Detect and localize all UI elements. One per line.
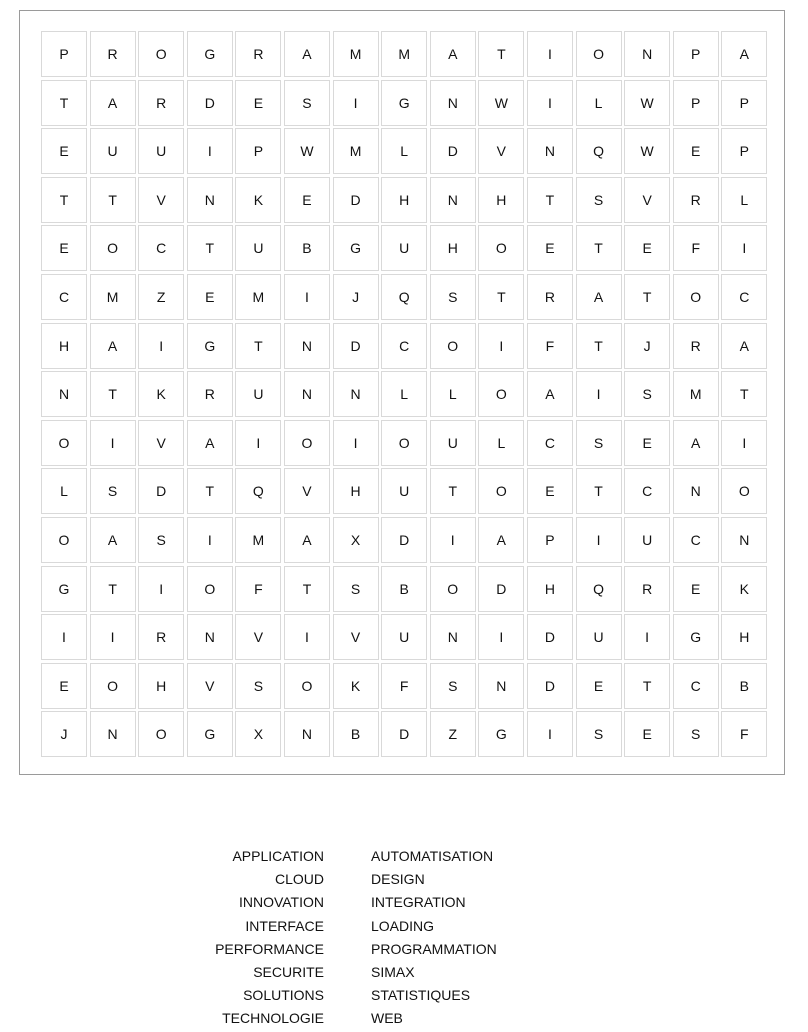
grid-cell[interactable]: U (576, 614, 622, 660)
grid-cell[interactable]: J (41, 711, 87, 757)
grid-cell[interactable]: V (284, 468, 330, 514)
grid-cell[interactable]: A (576, 274, 622, 320)
word-list-left-column (215, 845, 324, 1031)
grid-cell[interactable]: O (381, 420, 427, 466)
word-list-item: APPLICATION (232, 848, 324, 864)
grid-cell[interactable]: A (187, 420, 233, 466)
word-list-item: INNOVATION (238, 894, 324, 911)
grid-cell[interactable]: O (187, 566, 233, 612)
grid-cell[interactable]: A (90, 323, 136, 369)
grid-cell[interactable]: N (673, 468, 719, 514)
grid-cell[interactable]: A (90, 80, 136, 126)
grid-cell[interactable]: N (41, 371, 87, 417)
grid-cell[interactable]: D (333, 177, 379, 223)
word-list-item: SIMAX (371, 963, 415, 980)
grid-cell[interactable]: I (527, 31, 573, 77)
grid-cell[interactable]: R (673, 177, 719, 223)
word-list-item: CLOUD (274, 871, 324, 888)
grid-cell[interactable]: T (41, 80, 87, 126)
grid-cell[interactable]: G (381, 80, 427, 126)
grid-cell[interactable]: P (41, 31, 87, 77)
grid-cell[interactable]: V (624, 177, 670, 223)
grid-cell[interactable]: K (138, 371, 184, 417)
grid-cell[interactable]: L (41, 468, 87, 514)
grid-cell[interactable]: U (381, 468, 427, 514)
word-list-item: INTERFACE (245, 917, 324, 934)
grid-cell[interactable]: K (235, 177, 281, 223)
grid-cell[interactable]: N (430, 614, 476, 660)
grid-cell[interactable]: M (333, 128, 379, 174)
grid-cell[interactable]: C (624, 468, 670, 514)
grid-cell[interactable]: E (624, 420, 670, 466)
grid-cell[interactable]: P (721, 80, 767, 126)
grid-cell[interactable]: W (624, 128, 670, 174)
grid-cell[interactable]: T (576, 323, 622, 369)
grid-cell[interactable]: I (478, 614, 524, 660)
grid-cell[interactable]: K (721, 566, 767, 612)
grid-cell[interactable]: F (721, 711, 767, 757)
grid-cell[interactable]: N (90, 711, 136, 757)
grid-cell[interactable]: D (187, 80, 233, 126)
grid-cell[interactable]: U (430, 420, 476, 466)
grid-cell[interactable]: Z (138, 274, 184, 320)
grid-cell[interactable]: T (721, 371, 767, 417)
grid-cell[interactable]: N (333, 371, 379, 417)
word-list-item: DESIGN (371, 871, 425, 888)
puzzle-frame (19, 10, 785, 775)
grid-cell[interactable]: L (576, 80, 622, 126)
grid-cell[interactable]: E (235, 80, 281, 126)
grid-cell[interactable]: R (187, 371, 233, 417)
grid-cell[interactable]: N (284, 323, 330, 369)
grid-cell[interactable]: N (187, 177, 233, 223)
grid-cell[interactable]: P (673, 80, 719, 126)
grid-cell[interactable]: M (235, 517, 281, 563)
grid-cell[interactable]: E (41, 128, 87, 174)
grid-cell[interactable]: R (527, 274, 573, 320)
grid-cell[interactable]: L (381, 128, 427, 174)
grid-cell[interactable]: H (333, 468, 379, 514)
grid-cell[interactable]: H (138, 663, 184, 709)
grid-cell[interactable]: Q (576, 566, 622, 612)
grid-cell[interactable]: R (235, 31, 281, 77)
grid-cell[interactable]: E (41, 225, 87, 271)
grid-cell[interactable]: F (527, 323, 573, 369)
grid-cell[interactable]: A (721, 323, 767, 369)
grid-cell[interactable]: H (430, 225, 476, 271)
grid-cell[interactable]: D (381, 711, 427, 757)
grid-cell[interactable]: L (478, 420, 524, 466)
grid-cell[interactable]: O (576, 31, 622, 77)
grid-cell[interactable]: O (284, 663, 330, 709)
grid-cell[interactable]: M (673, 371, 719, 417)
grid-cell[interactable]: M (90, 274, 136, 320)
grid-cell[interactable]: F (381, 663, 427, 709)
grid-cell[interactable]: G (187, 323, 233, 369)
grid-cell[interactable]: E (673, 128, 719, 174)
grid-cell[interactable]: O (478, 225, 524, 271)
grid-cell[interactable]: R (90, 31, 136, 77)
grid-cell[interactable]: N (624, 31, 670, 77)
grid-cell[interactable]: T (430, 468, 476, 514)
grid-cell[interactable]: T (478, 31, 524, 77)
word-list-right-column (371, 845, 497, 1031)
grid-cell[interactable]: N (284, 371, 330, 417)
grid-cell[interactable]: T (41, 177, 87, 223)
grid-cell[interactable]: N (284, 711, 330, 757)
grid-cell[interactable]: Q (235, 468, 281, 514)
grid-cell[interactable]: A (430, 31, 476, 77)
grid-cell[interactable]: O (284, 420, 330, 466)
grid-cell[interactable]: T (90, 177, 136, 223)
grid-cell[interactable]: C (527, 420, 573, 466)
grid-cell[interactable]: I (333, 420, 379, 466)
grid-cell[interactable]: W (478, 80, 524, 126)
grid-cell[interactable]: A (284, 517, 330, 563)
grid-cell[interactable]: M (235, 274, 281, 320)
grid-cell[interactable]: P (673, 31, 719, 77)
grid-cell[interactable]: V (138, 420, 184, 466)
grid-cell[interactable]: J (333, 274, 379, 320)
grid-cell[interactable]: E (527, 468, 573, 514)
grid-cell[interactable]: O (41, 420, 87, 466)
grid-cell[interactable]: O (41, 517, 87, 563)
grid-cell[interactable]: S (90, 468, 136, 514)
grid-cell[interactable]: I (430, 517, 476, 563)
grid-cell[interactable]: S (576, 177, 622, 223)
grid-cell[interactable]: T (624, 274, 670, 320)
grid-cell[interactable]: E (576, 663, 622, 709)
grid-cell[interactable]: I (333, 80, 379, 126)
grid-cell[interactable]: T (187, 468, 233, 514)
grid-cell[interactable]: D (430, 128, 476, 174)
grid-cell[interactable]: K (333, 663, 379, 709)
grid-cell[interactable]: L (430, 371, 476, 417)
grid-cell[interactable]: D (333, 323, 379, 369)
word-list-item: TECHNOLOGIE (222, 1010, 324, 1027)
grid-cell[interactable]: R (138, 80, 184, 126)
grid-cell[interactable]: I (235, 420, 281, 466)
grid-cell[interactable]: D (478, 566, 524, 612)
grid-cell[interactable]: T (235, 323, 281, 369)
grid-cell[interactable]: H (381, 177, 427, 223)
grid-cell[interactable]: S (138, 517, 184, 563)
grid-cell[interactable]: Q (381, 274, 427, 320)
grid-cell[interactable]: S (576, 711, 622, 757)
grid-cell[interactable]: O (90, 225, 136, 271)
grid-cell[interactable]: S (673, 711, 719, 757)
word-list-item: LOADING (371, 917, 435, 934)
grid-cell[interactable]: G (187, 31, 233, 77)
grid-cell[interactable]: I (624, 614, 670, 660)
grid-cell[interactable]: C (381, 323, 427, 369)
grid-cell[interactable]: E (41, 663, 87, 709)
grid-cell[interactable]: S (284, 80, 330, 126)
grid-cell[interactable]: S (333, 566, 379, 612)
grid-cell[interactable]: X (235, 711, 281, 757)
grid-cell[interactable]: P (235, 128, 281, 174)
grid-cell[interactable]: U (235, 225, 281, 271)
grid-cell[interactable]: E (624, 225, 670, 271)
grid-cell[interactable]: V (333, 614, 379, 660)
grid-cell[interactable]: C (41, 274, 87, 320)
grid-cell[interactable]: I (478, 323, 524, 369)
grid-cell[interactable]: G (41, 566, 87, 612)
grid-cell[interactable]: J (624, 323, 670, 369)
grid-cell[interactable]: P (527, 517, 573, 563)
grid-cell[interactable]: A (284, 31, 330, 77)
grid-cell[interactable]: U (381, 225, 427, 271)
grid-cell[interactable]: V (187, 663, 233, 709)
grid-cell[interactable]: I (721, 420, 767, 466)
word-list-item: SECURITE (253, 963, 324, 980)
grid-cell[interactable]: S (430, 274, 476, 320)
grid-cell[interactable]: O (478, 468, 524, 514)
grid-cell[interactable]: I (187, 517, 233, 563)
grid-cell[interactable]: G (673, 614, 719, 660)
grid-cell[interactable]: C (138, 225, 184, 271)
grid-cell[interactable]: I (90, 614, 136, 660)
grid-cell[interactable]: V (138, 177, 184, 223)
word-list-item: STATISTIQUES (371, 987, 471, 1004)
grid-cell[interactable]: B (284, 225, 330, 271)
grid-cell[interactable]: R (673, 323, 719, 369)
word-list-item: INTEGRATION (371, 894, 466, 911)
grid-cell[interactable]: I (138, 323, 184, 369)
grid-cell[interactable]: D (381, 517, 427, 563)
grid-cell[interactable]: H (41, 323, 87, 369)
grid-cell[interactable]: I (187, 128, 233, 174)
grid-cell[interactable]: P (721, 128, 767, 174)
word-list-item: AUTOMATISATION (371, 848, 494, 864)
grid-cell[interactable]: W (624, 80, 670, 126)
grid-cell[interactable]: I (138, 566, 184, 612)
grid-cell[interactable]: T (284, 566, 330, 612)
grid-cell[interactable]: T (576, 468, 622, 514)
grid-cell[interactable]: N (430, 177, 476, 223)
grid-cell[interactable]: M (333, 31, 379, 77)
grid-cell[interactable]: C (673, 663, 719, 709)
grid-cell[interactable]: D (527, 663, 573, 709)
grid-cell[interactable]: S (235, 663, 281, 709)
grid-cell[interactable]: O (430, 566, 476, 612)
grid-cell[interactable]: V (235, 614, 281, 660)
grid-cell[interactable]: C (673, 517, 719, 563)
grid-cell[interactable]: O (673, 274, 719, 320)
grid-cell[interactable]: N (478, 663, 524, 709)
grid-cell[interactable]: S (430, 663, 476, 709)
grid-cell[interactable]: E (284, 177, 330, 223)
grid-cell[interactable]: W (284, 128, 330, 174)
grid-cell[interactable]: O (90, 663, 136, 709)
word-list-item: PROGRAMMATION (371, 940, 497, 957)
grid-cell[interactable]: A (90, 517, 136, 563)
grid-cell[interactable]: I (527, 711, 573, 757)
grid-cell[interactable]: L (721, 177, 767, 223)
grid-cell[interactable]: T (527, 177, 573, 223)
grid-cell[interactable]: T (90, 566, 136, 612)
grid-cell[interactable]: F (235, 566, 281, 612)
grid-cell[interactable]: U (138, 128, 184, 174)
grid-cell[interactable]: I (576, 371, 622, 417)
grid-cell[interactable]: M (381, 31, 427, 77)
word-list-item: WEB (371, 1010, 403, 1027)
grid-cell[interactable]: H (527, 566, 573, 612)
grid-cell[interactable]: I (90, 420, 136, 466)
grid-cell[interactable]: I (721, 225, 767, 271)
grid-cell[interactable]: C (721, 274, 767, 320)
grid-cell[interactable]: G (333, 225, 379, 271)
grid-cell[interactable]: T (90, 371, 136, 417)
grid-cell[interactable]: B (721, 663, 767, 709)
grid-cell[interactable]: U (90, 128, 136, 174)
grid-cell[interactable]: G (478, 711, 524, 757)
grid-cell[interactable]: D (138, 468, 184, 514)
grid-cell[interactable]: I (576, 517, 622, 563)
grid-cell[interactable]: R (624, 566, 670, 612)
grid-cell[interactable]: U (381, 614, 427, 660)
grid-cell[interactable]: Q (576, 128, 622, 174)
grid-cell[interactable]: O (138, 31, 184, 77)
word-list-item: SOLUTIONS (243, 987, 324, 1004)
grid-cell[interactable]: S (576, 420, 622, 466)
grid-cell[interactable]: S (624, 371, 670, 417)
grid-cell[interactable]: D (527, 614, 573, 660)
grid-cell[interactable]: N (430, 80, 476, 126)
grid-cell[interactable]: I (284, 614, 330, 660)
grid-cell[interactable]: R (138, 614, 184, 660)
grid-cell[interactable]: U (235, 371, 281, 417)
grid-cell[interactable]: O (478, 371, 524, 417)
grid-cell[interactable]: V (478, 128, 524, 174)
grid-cell[interactable]: A (721, 31, 767, 77)
grid-cell[interactable]: N (527, 128, 573, 174)
grid-cell[interactable]: B (381, 566, 427, 612)
grid-cell[interactable]: H (478, 177, 524, 223)
grid-cell[interactable]: O (430, 323, 476, 369)
grid-cell[interactable]: N (721, 517, 767, 563)
grid-cell[interactable]: N (187, 614, 233, 660)
grid-cell[interactable]: L (381, 371, 427, 417)
grid-cell[interactable]: T (576, 225, 622, 271)
grid-cell[interactable]: Z (430, 711, 476, 757)
grid-cell[interactable]: T (187, 225, 233, 271)
grid-cell[interactable]: E (624, 711, 670, 757)
grid-cell[interactable]: I (41, 614, 87, 660)
grid-cell[interactable]: X (333, 517, 379, 563)
grid-cell[interactable]: B (333, 711, 379, 757)
grid-cell[interactable]: A (527, 371, 573, 417)
grid-cell[interactable]: E (527, 225, 573, 271)
grid-cell[interactable]: A (478, 517, 524, 563)
grid-cell[interactable]: F (673, 225, 719, 271)
grid-cell[interactable]: O (138, 711, 184, 757)
grid-cell[interactable]: T (478, 274, 524, 320)
grid-cell[interactable]: A (673, 420, 719, 466)
grid-cell[interactable]: U (624, 517, 670, 563)
grid-cell[interactable]: H (721, 614, 767, 660)
grid-cell[interactable]: I (284, 274, 330, 320)
grid-cell[interactable]: O (721, 468, 767, 514)
letter-grid (41, 31, 767, 757)
word-list-item: PERFORMANCE (215, 940, 324, 957)
grid-cell[interactable]: G (187, 711, 233, 757)
grid-cell[interactable]: E (673, 566, 719, 612)
grid-cell[interactable]: I (527, 80, 573, 126)
grid-cell[interactable]: T (624, 663, 670, 709)
grid-cell[interactable]: E (187, 274, 233, 320)
